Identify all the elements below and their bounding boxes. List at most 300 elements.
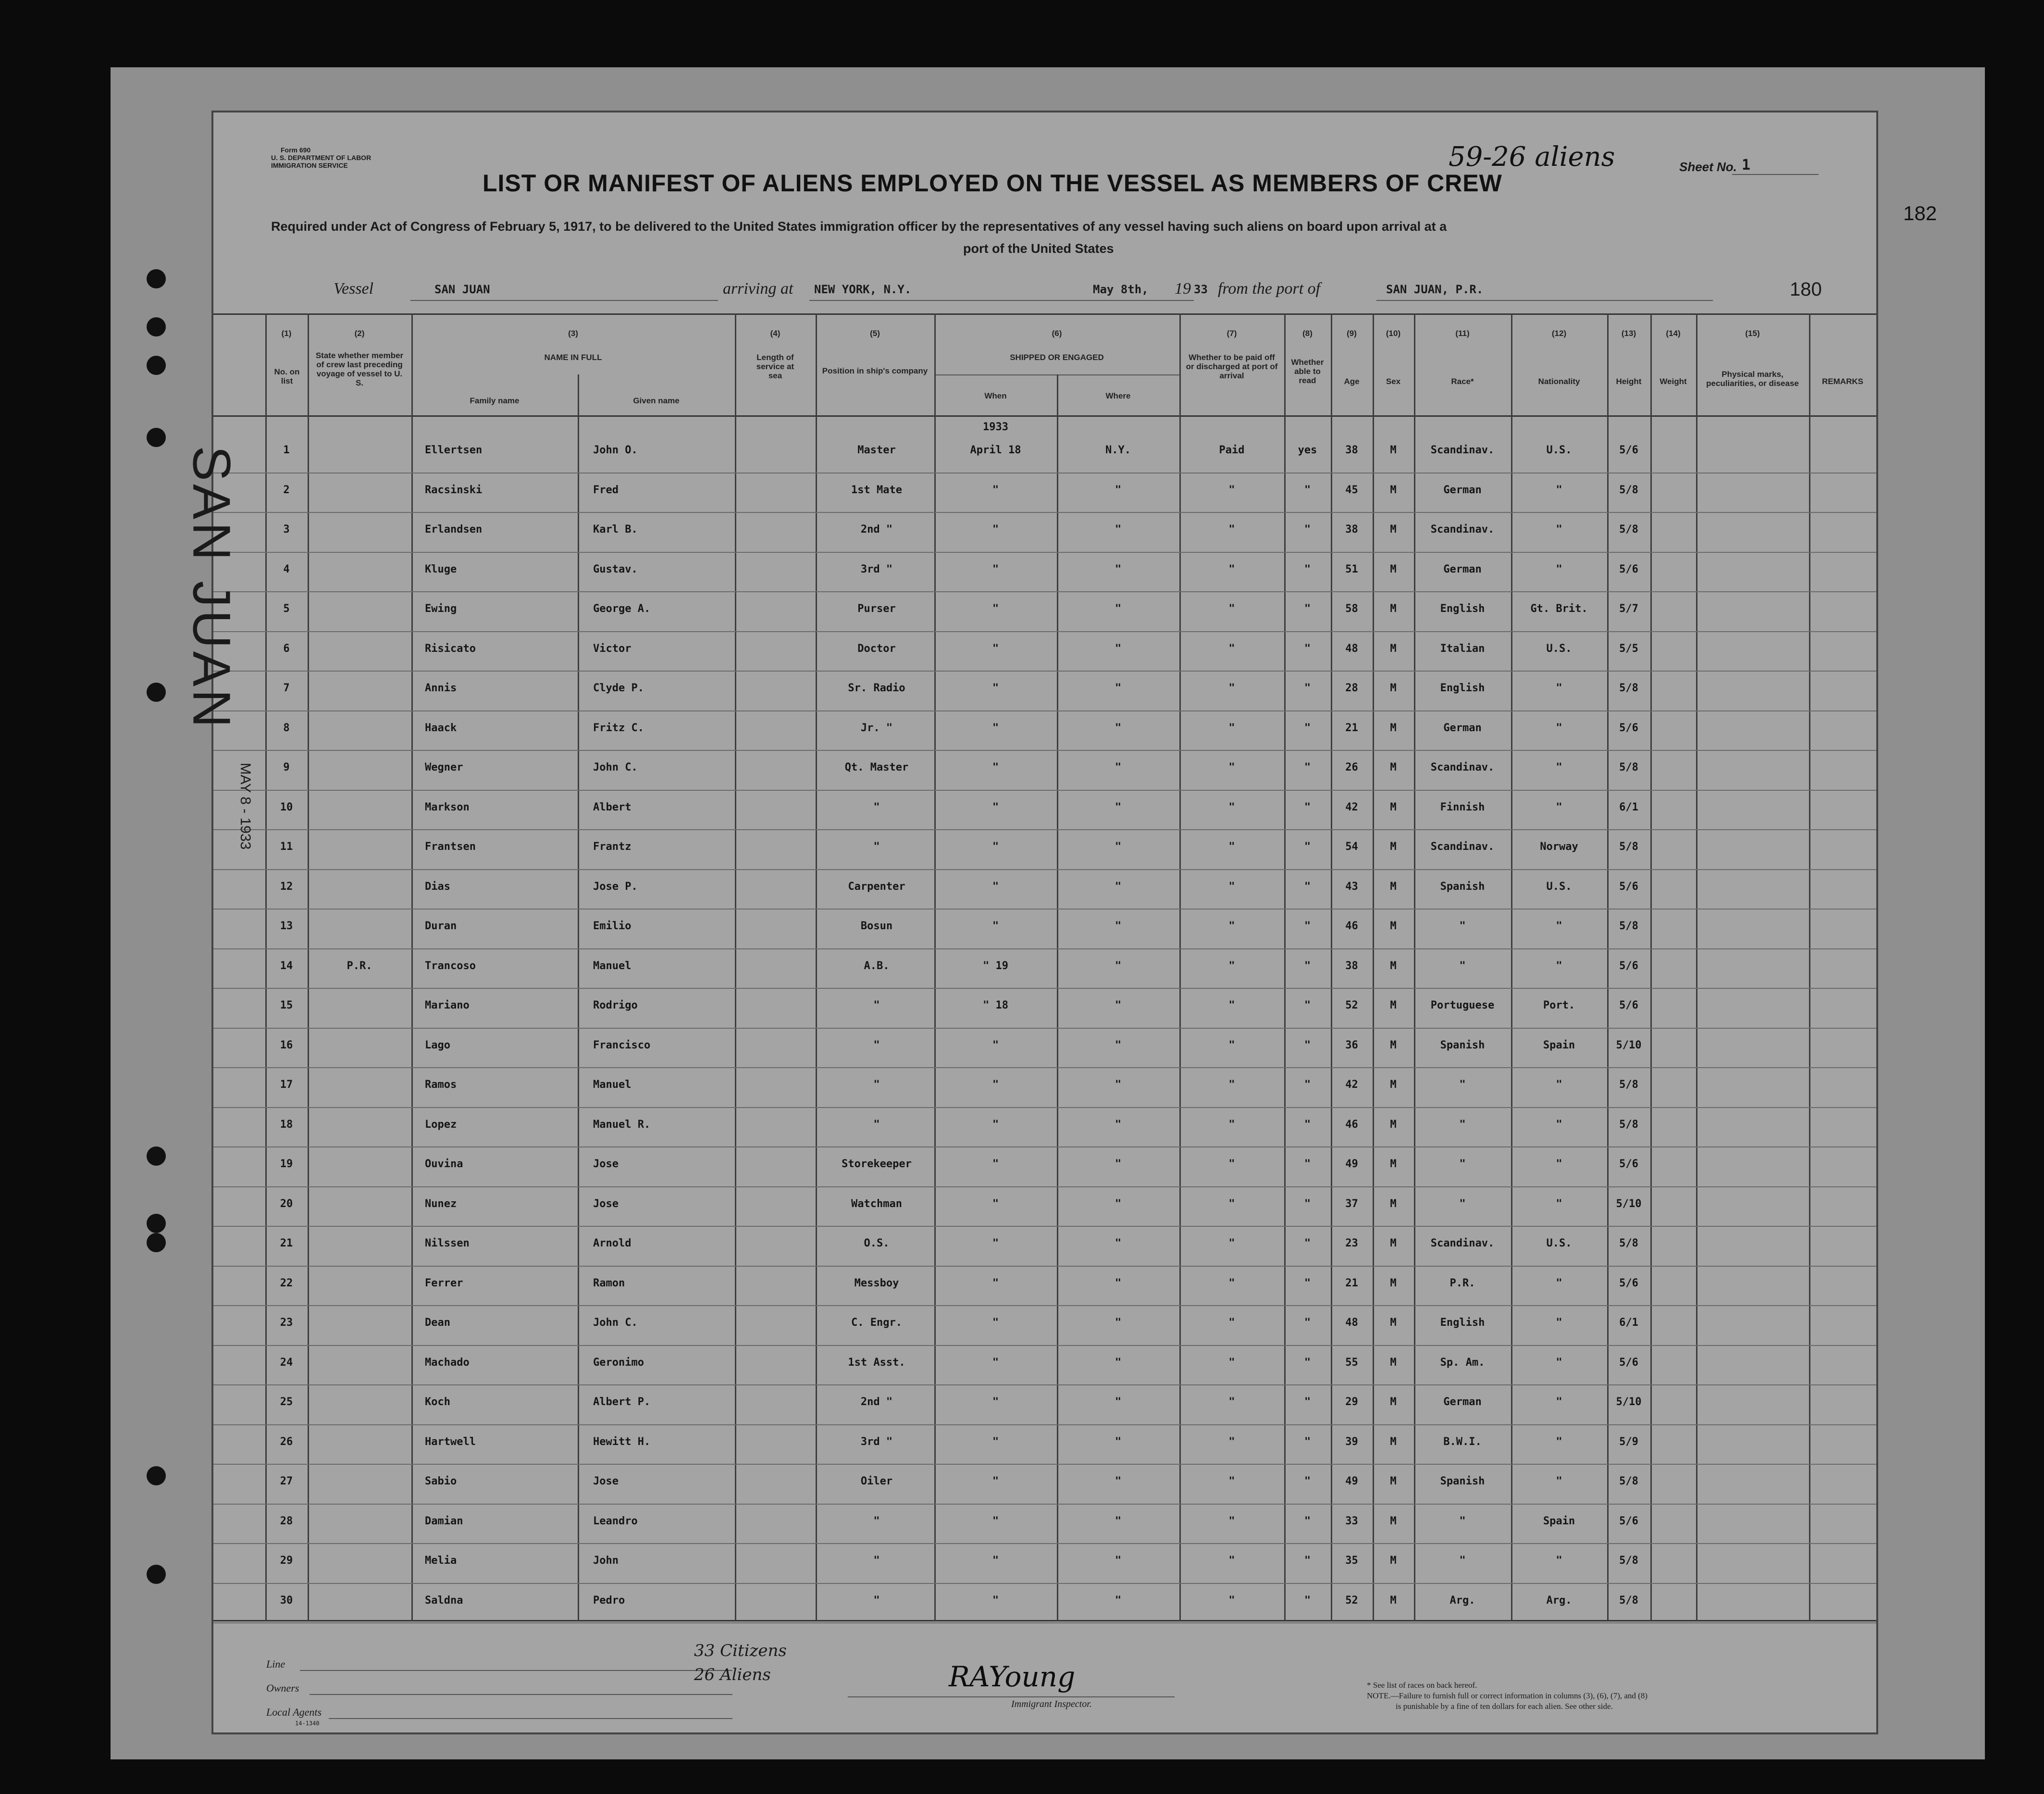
tally-citizens: 33 Citizens (694, 1641, 787, 1660)
cell-nat: U.S. (1546, 880, 1572, 893)
col15-label: Physical marks, peculiarities, or disease (1706, 370, 1799, 388)
cell-no: 4 (283, 563, 290, 575)
cell-paid: " (1228, 761, 1235, 773)
col13-num: (13) (1621, 329, 1636, 338)
cell-read: " (1304, 1555, 1311, 1567)
cell-nat: " (1556, 1356, 1562, 1369)
cell-family: Erlandsen (425, 523, 483, 536)
cell-age: 23 (1345, 1237, 1358, 1249)
cell-nat: " (1556, 1118, 1562, 1131)
from-port: SAN JUAN, P.R. (1386, 283, 1484, 296)
cell-paid: " (1228, 1475, 1235, 1487)
from-port-label: from the port of (1218, 280, 1321, 298)
cell-height: 5/6 (1619, 1158, 1638, 1170)
cell-height: 5/8 (1619, 761, 1638, 773)
cell-when: " 19 (983, 959, 1008, 972)
cell-sex: M (1390, 801, 1397, 813)
cell-when: " (992, 801, 999, 813)
cell-race: Spanish (1440, 1039, 1485, 1051)
cell-family: Racsinski (425, 484, 483, 496)
cell-sex: M (1390, 444, 1397, 456)
year-prefix: 19 (1175, 280, 1191, 298)
stamp-number: 180 (1790, 279, 1822, 300)
col6-where-label: Where (1105, 391, 1131, 400)
cell-no: 24 (280, 1356, 293, 1369)
cell-age: 45 (1345, 484, 1358, 496)
cell-prev: P.R. (347, 959, 372, 972)
table-row (213, 830, 1876, 870)
cell-paid: Paid (1219, 444, 1245, 456)
cell-family: Lopez (425, 1118, 457, 1131)
cell-where: " (1115, 682, 1122, 694)
inspector-signature: RAYoung (949, 1660, 1076, 1693)
cell-read: " (1304, 880, 1311, 893)
cell-sex: M (1390, 959, 1397, 972)
cell-read: " (1304, 1197, 1311, 1210)
cell-paid: " (1228, 1158, 1235, 1170)
cell-where: " (1115, 1356, 1122, 1369)
cell-race: " (1459, 1158, 1466, 1170)
cell-read: " (1304, 603, 1311, 615)
cell-family: Sabio (425, 1475, 457, 1487)
col1-label: No. on list (274, 367, 300, 386)
cell-given: Albert P. (593, 1396, 651, 1408)
table-row (213, 870, 1876, 910)
table-row (213, 791, 1876, 831)
cell-given: Pedro (593, 1594, 625, 1607)
cell-age: 54 (1345, 841, 1358, 853)
cell-family: Hartwell (425, 1435, 476, 1448)
form-code: 14-1340 (295, 1720, 320, 1727)
cell-age: 42 (1345, 1079, 1358, 1091)
cell-sex: M (1390, 1435, 1397, 1448)
cell-given: Manuel (593, 1079, 632, 1091)
cell-height: 5/6 (1619, 722, 1638, 734)
cell-given: John C. (593, 761, 638, 773)
col4-num: (4) (770, 329, 780, 338)
cell-family: Machado (425, 1356, 470, 1369)
cell-where: N.Y. (1105, 444, 1131, 456)
cell-read: " (1304, 761, 1311, 773)
cell-no: 16 (280, 1039, 293, 1051)
cell-when: " (992, 642, 999, 655)
cell-given: George A. (593, 603, 651, 615)
cell-sex: M (1390, 1079, 1397, 1091)
cell-age: 21 (1345, 722, 1358, 734)
cell-read: " (1304, 1039, 1311, 1051)
cell-sex: M (1390, 1197, 1397, 1210)
cell-when: " (992, 563, 999, 575)
subtitle-line-2: port of the United States (963, 241, 1114, 256)
cell-race: B.W.I. (1443, 1435, 1482, 1448)
col10-label: Sex (1386, 377, 1401, 386)
table-row (213, 1505, 1876, 1545)
cell-paid: " (1228, 523, 1235, 536)
cell-family: Dias (425, 880, 450, 893)
cell-given: Fritz C. (593, 722, 644, 734)
cell-race: Arg. (1449, 1594, 1475, 1607)
cell-read: " (1304, 999, 1311, 1011)
cell-when: " (992, 1435, 999, 1448)
handwritten-alien-count: 59-26 aliens (1449, 141, 1615, 173)
cell-no: 29 (280, 1555, 293, 1567)
table-row (213, 751, 1876, 791)
cell-race: German (1443, 563, 1482, 575)
cell-paid: " (1228, 642, 1235, 655)
cell-where: " (1115, 1118, 1122, 1131)
table-row (213, 989, 1876, 1029)
table-row (213, 592, 1876, 632)
arrival-date: May 8th, (1093, 283, 1149, 296)
cell-when: " (992, 1079, 999, 1091)
col12-label: Nationality (1538, 377, 1580, 386)
cell-age: 36 (1345, 1039, 1358, 1051)
cell-no: 13 (280, 920, 293, 932)
cell-pos: Doctor (857, 642, 896, 655)
cell-nat: Spain (1543, 1039, 1575, 1051)
cell-sex: M (1390, 682, 1397, 694)
cell-no: 10 (280, 801, 293, 813)
cell-pos: Jr. " (860, 722, 893, 734)
col3-family-label: Family name (470, 396, 520, 405)
cell-family: Ramos (425, 1079, 457, 1091)
cell-nat: " (1556, 484, 1562, 496)
cell-read: " (1304, 1237, 1311, 1249)
cell-paid: " (1228, 1515, 1235, 1527)
table-row (213, 711, 1876, 751)
note-penalty-2: is punishable by a fine of ten dollars for each alien. See other side. (1396, 1702, 1613, 1711)
cell-family: Saldna (425, 1594, 463, 1607)
cell-family: Damian (425, 1515, 463, 1527)
inspector-label: Immigrant Inspector. (1011, 1699, 1092, 1709)
col14-label: Weight (1660, 377, 1687, 386)
table-row (213, 1584, 1876, 1624)
cell-no: 8 (283, 722, 290, 734)
cell-given: Ramon (593, 1277, 625, 1289)
cell-height: 5/10 (1616, 1197, 1642, 1210)
cell-where: " (1115, 523, 1122, 536)
cell-paid: " (1228, 484, 1235, 496)
vessel-name: SAN JUAN (434, 283, 490, 296)
table-row (213, 1385, 1876, 1425)
cell-paid: " (1228, 1435, 1235, 1448)
cell-height: 5/6 (1619, 959, 1638, 972)
cell-when: " (992, 880, 999, 893)
cell-age: 39 (1345, 1435, 1358, 1448)
cell-no: 21 (280, 1237, 293, 1249)
cell-given: Clyde P. (593, 682, 644, 694)
cell-where: " (1115, 722, 1122, 734)
cell-nat: " (1556, 959, 1562, 972)
manifest-sheet (211, 111, 1878, 1734)
cell-no: 17 (280, 1079, 293, 1091)
cell-no: 3 (283, 523, 290, 536)
cell-where: " (1115, 920, 1122, 932)
cell-pos: Bosun (860, 920, 893, 932)
cell-nat: " (1556, 682, 1562, 694)
cell-height: 5/8 (1619, 1594, 1638, 1607)
col4-label: Length of service at sea (756, 353, 794, 380)
table-row (213, 1425, 1876, 1465)
cell-no: 1 (283, 444, 290, 456)
cell-read: " (1304, 1118, 1311, 1131)
col7-num: (7) (1226, 329, 1237, 338)
cell-nat: " (1556, 722, 1562, 734)
table-row (213, 909, 1876, 949)
cell-family: Wegner (425, 761, 463, 773)
cell-given: Jose (593, 1475, 619, 1487)
cell-paid: " (1228, 1079, 1235, 1091)
cell-given: Victor (593, 642, 632, 655)
sheet-label: Sheet No. (1679, 160, 1737, 174)
cell-given: Geronimo (593, 1356, 644, 1369)
cell-sex: M (1390, 603, 1397, 615)
cell-read: " (1304, 1356, 1311, 1369)
cell-race: " (1459, 1515, 1466, 1527)
side-stamp (182, 413, 260, 942)
cell-paid: " (1228, 959, 1235, 972)
cell-sex: M (1390, 484, 1397, 496)
cell-race: " (1459, 1118, 1466, 1131)
table-row (213, 553, 1876, 593)
cell-height: 5/6 (1619, 563, 1638, 575)
cell-nat: U.S. (1546, 1237, 1572, 1249)
cell-height: 5/6 (1619, 1515, 1638, 1527)
cell-where: " (1115, 1555, 1122, 1567)
cell-sex: M (1390, 1515, 1397, 1527)
cell-age: 49 (1345, 1158, 1358, 1170)
cell-read: " (1304, 1435, 1311, 1448)
cell-pos: " (873, 801, 880, 813)
cell-paid: " (1228, 920, 1235, 932)
cell-height: 5/8 (1619, 1079, 1638, 1091)
cell-no: 27 (280, 1475, 293, 1487)
cell-when: " (992, 1515, 999, 1527)
cell-race: P.R. (1449, 1277, 1475, 1289)
cell-age: 38 (1345, 444, 1358, 456)
cell-nat: " (1556, 1475, 1562, 1487)
cell-where: " (1115, 484, 1122, 496)
cell-when: " (992, 1277, 999, 1289)
cell-pos: Storekeeper (842, 1158, 912, 1170)
cell-nat: U.S. (1546, 444, 1572, 456)
cell-race: Scandinav. (1430, 444, 1495, 456)
cell-nat: Spain (1543, 1515, 1575, 1527)
cell-when: " (992, 761, 999, 773)
cell-paid: " (1228, 722, 1235, 734)
col8-num: (8) (1302, 329, 1313, 338)
cell-read: " (1304, 1515, 1311, 1527)
cell-height: 5/8 (1619, 682, 1638, 694)
cell-paid: " (1228, 1594, 1235, 1607)
cell-age: 52 (1345, 1594, 1358, 1607)
cell-when: " (992, 1158, 999, 1170)
cell-sex: M (1390, 1317, 1397, 1329)
cell-paid: " (1228, 841, 1235, 853)
cell-age: 46 (1345, 1118, 1358, 1131)
cell-read: " (1304, 1594, 1311, 1607)
arrival-year: 33 (1194, 283, 1208, 296)
col7-label: Whether to be paid off or discharged at port of arrival (1186, 353, 1278, 380)
table-row (213, 1187, 1876, 1227)
cell-pos: 3rd " (860, 1435, 893, 1448)
cell-given: Manuel R. (593, 1118, 651, 1131)
col1-num: (1) (281, 329, 292, 338)
cell-read: " (1304, 722, 1311, 734)
cell-age: 52 (1345, 999, 1358, 1011)
cell-read: " (1304, 1277, 1311, 1289)
cell-nat: Gt. Brit. (1530, 603, 1588, 615)
cell-age: 29 (1345, 1396, 1358, 1408)
cell-race: " (1459, 1555, 1466, 1567)
cell-no: 15 (280, 999, 293, 1011)
cell-height: 5/8 (1619, 841, 1638, 853)
cell-sex: M (1390, 523, 1397, 536)
cell-no: 2 (283, 484, 290, 496)
cell-where: " (1115, 761, 1122, 773)
table-row (213, 672, 1876, 711)
cell-sex: M (1390, 880, 1397, 893)
cell-where: " (1115, 1039, 1122, 1051)
tally-aliens: 26 Aliens (694, 1665, 771, 1684)
col9-label: Age (1344, 377, 1360, 386)
cell-when: " 18 (983, 999, 1008, 1011)
cell-when: " (992, 1317, 999, 1329)
col8-label: Whether able to read (1291, 358, 1324, 385)
cell-pos: 2nd " (860, 1396, 893, 1408)
cell-given: Gustav. (593, 563, 638, 575)
cell-paid: " (1228, 999, 1235, 1011)
cell-when: " (992, 1237, 999, 1249)
table-row (213, 1108, 1876, 1148)
cell-pos: " (873, 1515, 880, 1527)
col5-num: (5) (870, 329, 880, 338)
cell-no: 5 (283, 603, 290, 615)
cell-where: " (1115, 1079, 1122, 1091)
cell-family: Lago (425, 1039, 450, 1051)
cell-given: Emilio (593, 920, 632, 932)
cell-given: Rodrigo (593, 999, 638, 1011)
cell-where: " (1115, 563, 1122, 575)
col3-num: (3) (568, 329, 578, 338)
cell-read: " (1304, 841, 1311, 853)
cell-no: 14 (280, 959, 293, 972)
cell-pos: " (873, 1039, 880, 1051)
cell-where: " (1115, 1197, 1122, 1210)
table-row (213, 1147, 1876, 1187)
cell-sex: M (1390, 1555, 1397, 1567)
cell-when: April 18 (970, 444, 1021, 456)
cell-nat: " (1556, 1435, 1562, 1448)
cell-family: Mariano (425, 999, 470, 1011)
cell-given: Leandro (593, 1515, 638, 1527)
cell-race: German (1443, 484, 1482, 496)
form-id: Form 690 (281, 146, 311, 154)
margin-number: 182 (1903, 202, 1937, 224)
cell-given: Francisco (593, 1039, 651, 1051)
cell-no: 19 (280, 1158, 293, 1170)
note-penalty-1: NOTE.—Failure to furnish full or correct information in columns (3), (6), (7), and (8) (1367, 1691, 1648, 1700)
cell-family: Ouvina (425, 1158, 463, 1170)
cell-family: Kluge (425, 563, 457, 575)
cell-pos: " (873, 841, 880, 853)
arriving-label: arriving at (723, 280, 793, 298)
col6-when-label: When (984, 391, 1007, 400)
cell-height: 5/6 (1619, 1277, 1638, 1289)
cell-no: 6 (283, 642, 290, 655)
service-name: IMMIGRATION SERVICE (271, 162, 348, 169)
cell-where: " (1115, 1237, 1122, 1249)
col6-label: SHIPPED OR ENGAGED (1010, 353, 1104, 362)
cell-read: " (1304, 563, 1311, 575)
cell-pos: Messboy (854, 1277, 899, 1289)
cell-nat: " (1556, 1079, 1562, 1091)
cell-paid: " (1228, 563, 1235, 575)
cell-no: 26 (280, 1435, 293, 1448)
cell-age: 48 (1345, 642, 1358, 655)
cell-pos: Sr. Radio (848, 682, 905, 694)
cell-no: 20 (280, 1197, 293, 1210)
cell-family: Annis (425, 682, 457, 694)
cell-when: " (992, 1118, 999, 1131)
col6-num: (6) (1052, 329, 1062, 338)
cell-pos: " (873, 1118, 880, 1131)
cell-when: " (992, 484, 999, 496)
cell-paid: " (1228, 801, 1235, 813)
cell-age: 48 (1345, 1317, 1358, 1329)
cell-race: " (1459, 959, 1466, 972)
cell-pos: 1st Asst. (848, 1356, 905, 1369)
cell-nat: Norway (1540, 841, 1578, 853)
cell-race: Italian (1440, 642, 1485, 655)
col5-label: Position in ship's company (822, 366, 928, 375)
cell-race: " (1459, 920, 1466, 932)
cell-where: " (1115, 1396, 1122, 1408)
cell-pos: " (873, 1079, 880, 1091)
cell-age: 42 (1345, 801, 1358, 813)
table-row (213, 1346, 1876, 1386)
cell-height: 5/6 (1619, 444, 1638, 456)
cell-age: 35 (1345, 1555, 1358, 1567)
table-row (213, 1227, 1876, 1267)
cell-read: " (1304, 1079, 1311, 1091)
cell-sex: M (1390, 999, 1397, 1011)
cell-age: 38 (1345, 523, 1358, 536)
cell-when: " (992, 682, 999, 694)
cell-height: 6/1 (1619, 1317, 1638, 1329)
cell-height: 5/8 (1619, 920, 1638, 932)
cell-height: 5/6 (1619, 880, 1638, 893)
cell-family: Melia (425, 1555, 457, 1567)
col13-label: Height (1616, 377, 1642, 386)
cell-height: 5/8 (1619, 523, 1638, 536)
cell-sex: M (1390, 1475, 1397, 1487)
cell-sex: M (1390, 761, 1397, 773)
col14-num: (14) (1666, 329, 1681, 338)
cell-given: Karl B. (593, 523, 638, 536)
cell-race: German (1443, 1396, 1482, 1408)
cell-sex: M (1390, 642, 1397, 655)
subtitle-line-1: Required under Act of Congress of February 5, 1917, to be delivered to the United States immigration officer by the representatives of any vessel having such aliens on board upon arrival at a (271, 219, 1447, 234)
cell-pos: Master (857, 444, 896, 456)
cell-pos: " (873, 1594, 880, 1607)
year-note: 1933 (983, 421, 1008, 433)
cell-nat: " (1556, 801, 1562, 813)
col15-num: (15) (1745, 329, 1760, 338)
cell-where: " (1115, 1515, 1122, 1527)
cell-nat: " (1556, 1317, 1562, 1329)
cell-family: Dean (425, 1317, 450, 1329)
